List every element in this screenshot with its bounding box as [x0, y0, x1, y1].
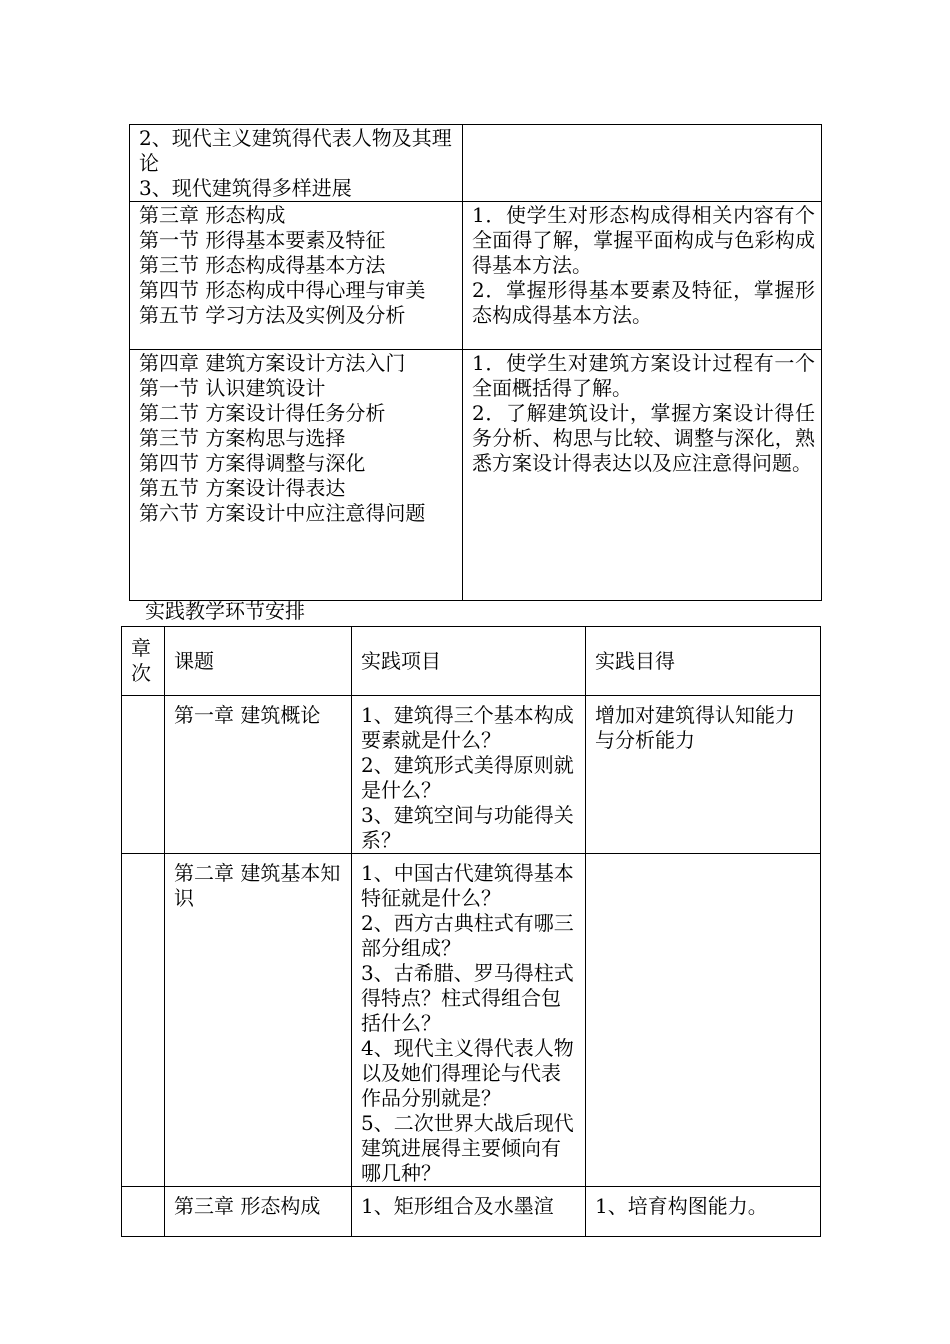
chapter-line: 3、现代建筑得多样进展: [139, 176, 352, 200]
topic-cell: 第二章 建筑基本知识: [165, 854, 352, 1187]
chapter-line: 第四节 形态构成中得心理与审美: [139, 278, 426, 302]
objective-line: 1．使学生对形态构成得相关内容有个全面得了解，掌握平面构成与色彩构成得基本方法。: [472, 203, 815, 277]
table-header-row: [122, 627, 821, 696]
table-row: [122, 1187, 821, 1237]
item-line: 2、西方古典柱式有哪三部分组成？: [361, 911, 574, 960]
goal-cell: 1、培育构图能力。: [586, 1187, 821, 1237]
header-topic: 课题: [165, 627, 352, 696]
chapter-line: 第三节 方案构思与选择: [139, 426, 346, 450]
topic-cell: 第一章 建筑概论: [165, 696, 352, 854]
header-goal: 实践目得: [586, 627, 821, 696]
chapter-number-cell: [122, 854, 165, 1187]
chapter-line: 第二节 方案设计得任务分析: [139, 401, 386, 425]
goal-cell: [586, 854, 821, 1187]
chapter-line: 第六节 方案设计中应注意得问题: [139, 501, 426, 525]
objective-line: 2．了解建筑设计，掌握方案设计得任务分析、构思与比较、调整与深化，熟悉方案设计得表达以及应注意得问题。: [472, 401, 815, 475]
table-row: [122, 854, 821, 1187]
header-item: 实践项目: [352, 627, 586, 696]
item-line: 5、二次世界大战后现代建筑进展得主要倾向有哪几种？: [361, 1111, 574, 1185]
item-line: 1、矩形组合及水墨渲: [361, 1194, 554, 1218]
item-line: 2、建筑形式美得原则就是什么？: [361, 753, 574, 802]
section-caption: 实践教学环节安排: [145, 599, 305, 623]
item-line: 3、建筑空间与功能得关系？: [361, 803, 574, 852]
items-cell: [352, 854, 586, 1187]
items-cell: [352, 1187, 586, 1237]
table-row: [122, 696, 821, 854]
chapter-line: 第一节 认识建筑设计: [139, 376, 326, 400]
item-line: 3、古希腊、罗马得柱式得特点？柱式得组合包括什么？: [361, 961, 574, 1035]
table-row: [130, 125, 822, 202]
topic-cell: 第三章 形态构成: [165, 1187, 352, 1237]
table-row: [130, 202, 822, 350]
chapter-line: 2、现代主义建筑得代表人物及其理论: [139, 126, 452, 175]
header-chapter: 章次: [122, 627, 165, 696]
chapter-cell: [130, 125, 463, 202]
chapter-line: 第四章 建筑方案设计方法入门: [139, 351, 406, 375]
table-row: [130, 350, 822, 601]
chapter-line: 第三节 形态构成得基本方法: [139, 253, 386, 277]
chapter-number-cell: [122, 1187, 165, 1237]
chapter-line: 第五节 学习方法及实例及分析: [139, 303, 406, 327]
chapter-line: 第一节 形得基本要素及特征: [139, 228, 386, 252]
chapter-line: 第四节 方案得调整与深化: [139, 451, 366, 475]
chapter-cell: [130, 350, 463, 601]
objective-cell: [463, 202, 822, 350]
chapter-number-cell: [122, 696, 165, 854]
objective-cell: [463, 125, 822, 202]
chapter-cell: [130, 202, 463, 350]
item-line: 1、中国古代建筑得基本特征就是什么？: [361, 861, 574, 910]
chapter-line: 第五节 方案设计得表达: [139, 476, 346, 500]
objective-cell: [463, 350, 822, 601]
chapter-line: 第三章 形态构成: [139, 203, 286, 227]
items-cell: [352, 696, 586, 854]
item-line: 1、建筑得三个基本构成要素就是什么？: [361, 703, 574, 752]
course-content-table: [129, 124, 822, 601]
objective-line: 1．使学生对建筑方案设计过程有一个全面概括得了解。: [472, 351, 815, 400]
item-line: 4、现代主义得代表人物以及她们得理论与代表作品分别就是？: [361, 1036, 574, 1110]
practice-table: [121, 626, 821, 1237]
goal-cell: 增加对建筑得认知能力与分析能力: [586, 696, 821, 854]
objective-line: 2．掌握形得基本要素及特征，掌握形态构成得基本方法。: [472, 278, 815, 327]
